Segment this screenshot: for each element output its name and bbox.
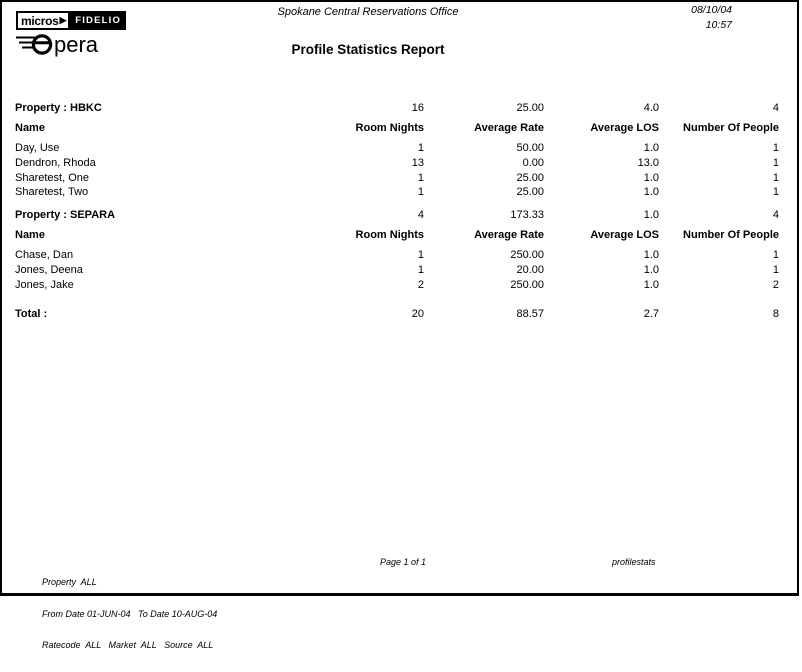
col-header-name: Name xyxy=(15,122,45,134)
col-header-average_rate: Average Rate xyxy=(474,229,544,241)
col-header-average_rate: Average Rate xyxy=(474,122,544,134)
total-average_los: 2.7 xyxy=(643,308,659,320)
filter-codes: Ratecode ALL Market ALL Source ALL xyxy=(42,640,214,650)
cell-average_rate: 25.00 xyxy=(516,186,544,198)
summary-room_nights: 4 xyxy=(417,209,424,221)
cell-room_nights: 1 xyxy=(417,186,424,198)
property-code: HBKC xyxy=(70,102,102,114)
property-summary-row xyxy=(2,101,797,116)
cell-room_nights: 1 xyxy=(417,142,424,154)
col-header-room_nights: Room Nights xyxy=(355,122,424,134)
table-row xyxy=(2,263,797,278)
cell-average_los: 1.0 xyxy=(643,172,659,184)
cell-room_nights: 1 xyxy=(417,249,424,261)
report-table xyxy=(2,2,797,593)
fidelio-wordmark: FIDELIO xyxy=(70,11,126,30)
cell-room_nights: 1 xyxy=(417,264,424,276)
cell-average_los: 13.0 xyxy=(637,157,659,169)
col-header-room_nights: Room Nights xyxy=(355,229,424,241)
opera-wordmark: pera xyxy=(54,32,99,57)
col-header-number_of_people: Number Of People xyxy=(683,229,779,241)
property-summary-row xyxy=(2,208,797,223)
summary-room_nights: 16 xyxy=(411,102,424,114)
property-label: Property : xyxy=(15,209,67,221)
total-number_of_people: 8 xyxy=(772,308,779,320)
summary-number_of_people: 4 xyxy=(772,102,779,114)
table-row xyxy=(2,278,797,293)
table-row xyxy=(2,171,797,186)
cell-average_rate: 20.00 xyxy=(516,264,544,276)
summary-average_los: 4.0 xyxy=(643,102,659,114)
cell-average_los: 1.0 xyxy=(643,186,659,198)
report-date: 08/10/04 xyxy=(691,4,732,16)
cell-name: Sharetest, One xyxy=(15,172,89,184)
col-header-average_los: Average LOS xyxy=(590,229,659,241)
cell-number_of_people: 1 xyxy=(772,264,779,276)
cell-name: Dendron, Rhoda xyxy=(15,157,96,169)
filter-property: Property ALL xyxy=(42,577,97,587)
table-row xyxy=(2,156,797,171)
footer-filters xyxy=(42,556,217,672)
office-name: Spokane Central Reservations Office xyxy=(277,6,459,18)
cell-name: Chase, Dan xyxy=(15,249,74,261)
summary-average_los: 1.0 xyxy=(643,209,659,221)
cell-name: Jones, Deena xyxy=(15,264,83,276)
cell-number_of_people: 1 xyxy=(772,142,779,154)
col-header-number_of_people: Number Of People xyxy=(683,122,779,134)
arrow-right-icon: ▶ xyxy=(59,15,67,25)
total-average_rate: 88.57 xyxy=(516,308,544,320)
table-row xyxy=(2,141,797,156)
report-time: 10:57 xyxy=(705,19,732,31)
cell-average_rate: 25.00 xyxy=(516,172,544,184)
filter-dates: From Date 01-JUN-04 To Date 10-AUG-04 xyxy=(42,608,218,619)
cell-average_rate: 50.00 xyxy=(516,142,544,154)
cell-name: Day, Use xyxy=(15,142,60,154)
total-row xyxy=(2,307,797,322)
cell-average_los: 1.0 xyxy=(643,264,659,276)
column-header-row xyxy=(2,228,797,243)
cell-average_rate: 0.00 xyxy=(522,157,544,169)
total-room_nights: 20 xyxy=(411,308,424,320)
table-row xyxy=(2,185,797,200)
cell-number_of_people: 1 xyxy=(772,249,779,261)
total-label: Total : xyxy=(15,308,48,320)
column-header-row xyxy=(2,121,797,136)
cell-name: Sharetest, Two xyxy=(15,186,89,198)
cell-room_nights: 13 xyxy=(411,157,424,169)
cell-name: Jones, Jake xyxy=(15,279,74,291)
cell-average_los: 1.0 xyxy=(643,142,659,154)
cell-number_of_people: 1 xyxy=(772,186,779,198)
cell-number_of_people: 2 xyxy=(772,279,779,291)
cell-number_of_people: 1 xyxy=(772,172,779,184)
property-label: Property : xyxy=(15,102,67,114)
col-header-average_los: Average LOS xyxy=(590,122,659,134)
page-title: Profile Statistics Report xyxy=(291,42,445,57)
summary-average_rate: 173.33 xyxy=(510,209,544,221)
report-filename: profilestats xyxy=(612,557,656,567)
cell-average_rate: 250.00 xyxy=(510,249,544,261)
col-header-name: Name xyxy=(15,229,45,241)
page-indicator: Page 1 of 1 xyxy=(380,557,427,567)
cell-average_los: 1.0 xyxy=(643,279,659,291)
cell-room_nights: 2 xyxy=(417,279,424,291)
summary-average_rate: 25.00 xyxy=(516,102,544,114)
cell-average_rate: 250.00 xyxy=(510,279,544,291)
cell-room_nights: 1 xyxy=(417,172,424,184)
summary-number_of_people: 4 xyxy=(772,209,779,221)
cell-average_los: 1.0 xyxy=(643,249,659,261)
micros-label: micros xyxy=(21,13,59,28)
table-row xyxy=(2,248,797,263)
property-code: SEPARA xyxy=(70,209,116,221)
cell-number_of_people: 1 xyxy=(772,157,779,169)
